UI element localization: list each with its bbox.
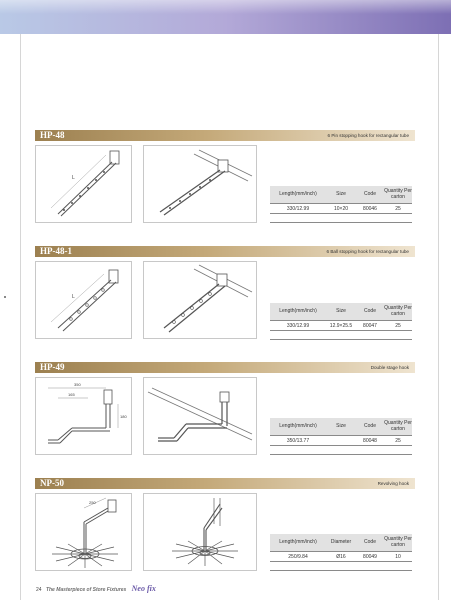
table-blank-row xyxy=(270,331,412,340)
section-header xyxy=(35,362,415,373)
spec-table xyxy=(270,303,412,340)
cell-size: 10×20 xyxy=(326,204,356,214)
dimension-depth: 165 xyxy=(68,392,75,397)
col-header-code: Code xyxy=(356,303,384,321)
section-header xyxy=(35,246,415,257)
table-row xyxy=(270,321,412,331)
footer-tagline: The Masterpiece of Store Fixtures xyxy=(45,587,127,593)
col-header-quantity: Quantity Per carton xyxy=(384,418,412,436)
spec-table xyxy=(270,186,412,223)
top-banner xyxy=(0,0,451,34)
col-header-quantity: Quantity Per carton xyxy=(384,534,412,552)
product-diagram-mounted xyxy=(143,493,257,571)
product-description: Revolving hook xyxy=(377,481,409,486)
product-diagram-mounted xyxy=(143,145,257,223)
cell-quantity: 25 xyxy=(384,321,412,331)
cell-length: 330/12.99 xyxy=(270,321,326,331)
product-description: Double stage hook xyxy=(370,365,409,370)
table-blank-row xyxy=(270,214,412,223)
product-code: HP-48-1 xyxy=(40,246,72,256)
product-diagram-dimensioned xyxy=(35,493,132,571)
section-header xyxy=(35,478,415,489)
length-dimension-label: L xyxy=(72,294,75,300)
product-code: HP-48 xyxy=(40,130,65,140)
col-header-code: Code xyxy=(356,534,384,552)
product-description: 6 Pin stopping hook for rectangular tube xyxy=(327,133,409,138)
spec-table xyxy=(270,534,412,571)
section-header xyxy=(35,130,415,141)
col-header-diameter: Diameter xyxy=(326,534,356,552)
margin-mark xyxy=(4,296,6,298)
page-frame-right xyxy=(438,34,439,600)
cell-length: 250/9.84 xyxy=(270,552,326,562)
col-header-code: Code xyxy=(356,186,384,204)
page-frame-left xyxy=(20,34,21,600)
length-dimension-label: L xyxy=(72,175,75,181)
col-header-length: Length(mm/inch) xyxy=(270,303,326,321)
product-diagram-dimensioned xyxy=(35,145,132,223)
cell-quantity: 10 xyxy=(384,552,412,562)
table-row xyxy=(270,436,412,446)
cell-code: 80048 xyxy=(356,436,384,446)
cell-code: 80047 xyxy=(356,321,384,331)
product-diagram-dimensioned xyxy=(35,261,132,339)
product-code: NP-50 xyxy=(40,478,64,488)
product-diagram-dimensioned xyxy=(35,377,132,455)
cell-diameter: Ø16 xyxy=(326,552,356,562)
col-header-code: Code xyxy=(356,418,384,436)
table-row xyxy=(270,204,412,214)
col-header-size: Size xyxy=(326,418,356,436)
dimension-length: 350 xyxy=(74,382,81,387)
product-diagram-mounted xyxy=(143,377,257,455)
col-header-quantity: Quantity Per carton xyxy=(384,303,412,321)
table-blank-row xyxy=(270,562,412,571)
cell-code: 80046 xyxy=(356,204,384,214)
dimension-length: 250 xyxy=(89,500,96,505)
product-code: HP-49 xyxy=(40,362,65,372)
table-row xyxy=(270,552,412,562)
col-header-size: Size xyxy=(326,303,356,321)
col-header-length: Length(mm/inch) xyxy=(270,418,326,436)
brand-logo: Neo fix xyxy=(131,584,156,593)
page-number: 24 xyxy=(36,587,42,593)
dimension-height: 180 xyxy=(120,414,127,419)
product-description: 6 Ball stopping hook for rectangular tube xyxy=(326,249,409,254)
col-header-length: Length(mm/inch) xyxy=(270,534,326,552)
cell-length: 330/12.99 xyxy=(270,204,326,214)
cell-length: 350/13.77 xyxy=(270,436,326,446)
cell-quantity: 25 xyxy=(384,436,412,446)
cell-size xyxy=(326,436,356,446)
cell-size: 12.9×25.5 xyxy=(326,321,356,331)
cell-code: 80049 xyxy=(356,552,384,562)
col-header-length: Length(mm/inch) xyxy=(270,186,326,204)
product-diagram-mounted xyxy=(143,261,257,339)
cell-quantity: 25 xyxy=(384,204,412,214)
col-header-quantity: Quantity Per carton xyxy=(384,186,412,204)
table-blank-row xyxy=(270,446,412,455)
spec-table xyxy=(270,418,412,455)
col-header-size: Size xyxy=(326,186,356,204)
page-footer xyxy=(36,584,156,593)
